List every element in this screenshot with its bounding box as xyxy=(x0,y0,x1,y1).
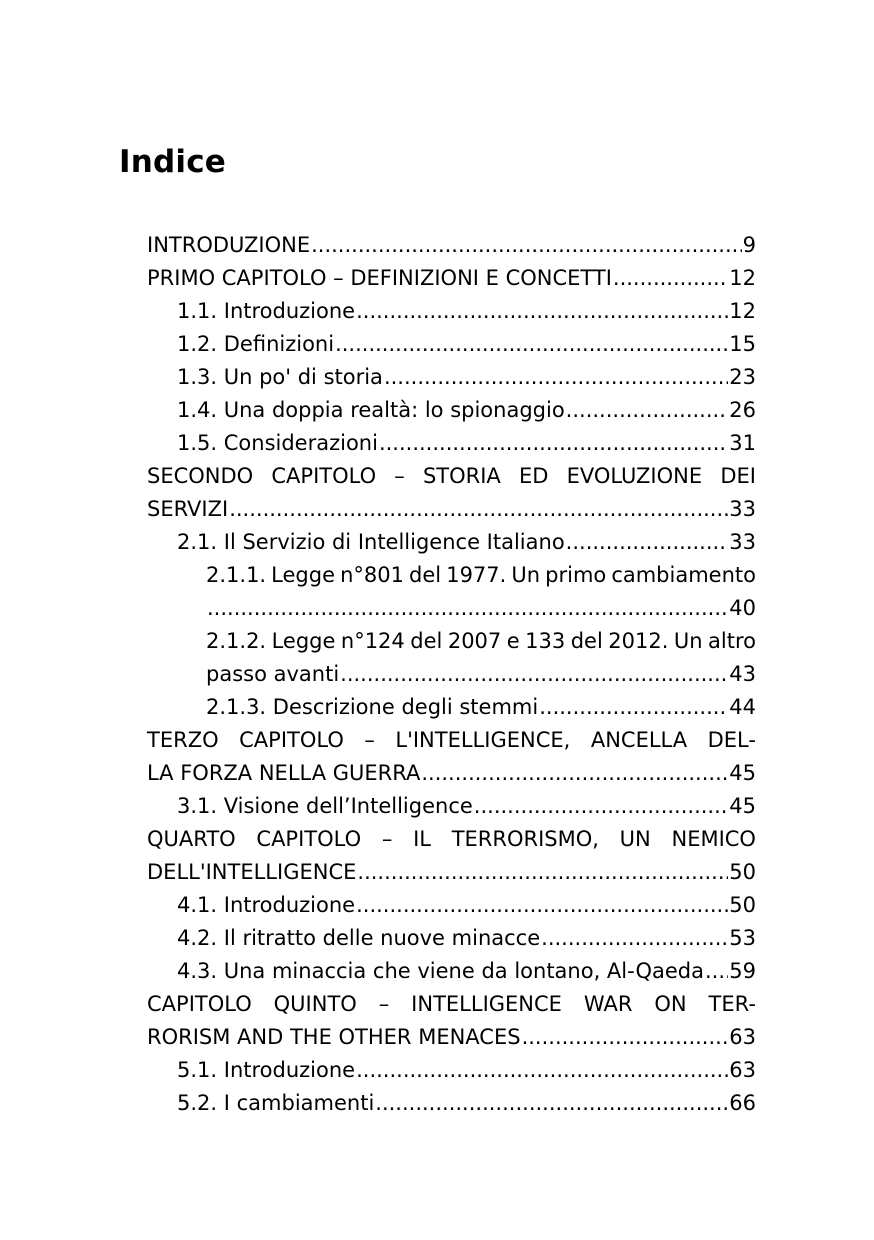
toc-page-number: 26 xyxy=(729,398,756,422)
toc-entry-label-line1 xyxy=(147,988,756,1021)
dot-leader xyxy=(207,592,728,625)
word: del xyxy=(409,563,442,587)
word: – xyxy=(378,992,390,1016)
toc-entry-label-line2: RORISM AND THE OTHER MENACES xyxy=(147,1025,521,1049)
word: – xyxy=(394,464,405,488)
word: TER- xyxy=(708,992,756,1016)
toc-entry-introduzione[interactable] xyxy=(147,229,756,262)
word: TERZO xyxy=(147,728,219,752)
word: WAR xyxy=(583,992,633,1016)
word: – xyxy=(364,728,375,752)
word: QUARTO xyxy=(147,827,236,851)
toc-entry-label: 1.4. Una doppia realtà: lo spionaggio xyxy=(177,398,565,422)
word: del xyxy=(410,629,443,653)
toc-entry-5-2[interactable] xyxy=(177,1087,756,1120)
word: UN xyxy=(619,827,651,851)
dot-leader xyxy=(357,856,728,889)
toc-page-number: 66 xyxy=(729,1091,756,1115)
toc-entry-label: 4.1. Introduzione xyxy=(177,893,356,917)
dot-leader xyxy=(311,229,742,262)
toc-page-number: 63 xyxy=(729,1025,756,1049)
word: QUINTO xyxy=(273,992,357,1016)
toc-entry-label: 5.1. Introduzione xyxy=(177,1058,356,1082)
word: CAPITOLO xyxy=(271,464,377,488)
toc-page-number: 50 xyxy=(729,893,756,917)
dot-leader xyxy=(356,889,728,922)
dot-leader xyxy=(229,493,728,526)
dot-leader xyxy=(541,922,728,955)
word: ED xyxy=(518,464,549,488)
toc-entry-5-1[interactable] xyxy=(177,1054,756,1087)
word: CAPITOLO xyxy=(256,827,362,851)
word: 2.1.1. xyxy=(206,563,267,587)
word: SECONDO xyxy=(147,464,254,488)
dot-leader xyxy=(384,361,728,394)
toc-entry-label-line2: SERVIZI xyxy=(147,497,229,521)
toc-page-number: 59 xyxy=(729,959,756,983)
dot-leader xyxy=(375,1087,728,1120)
toc-page-number: 12 xyxy=(729,266,756,290)
word: EVOLUZIONE xyxy=(566,464,703,488)
word: NEMICO xyxy=(671,827,756,851)
dot-leader xyxy=(705,955,728,988)
dot-leader xyxy=(539,691,728,724)
word: Legge xyxy=(271,563,336,587)
toc-page-number: 23 xyxy=(729,365,756,389)
toc-entry-label: 2.1.3. Descrizione degli stemmi xyxy=(206,695,539,719)
toc-entry-label-line2: passo avanti xyxy=(206,662,340,686)
word: 2.1.2. xyxy=(206,629,267,653)
dot-leader xyxy=(421,757,728,790)
toc-entry-label-line2: LA FORZA NELLA GUERRA xyxy=(147,761,421,785)
word: ANCELLA xyxy=(590,728,688,752)
toc-entry-label-line1 xyxy=(206,559,756,592)
toc-entry-1-5[interactable] xyxy=(177,427,756,460)
toc-entry-4-3[interactable] xyxy=(177,955,756,988)
toc-page-number: 33 xyxy=(729,530,756,554)
word: Un xyxy=(511,563,541,587)
toc-entry-label: 1.5. Considerazioni xyxy=(177,431,378,455)
word: STORIA xyxy=(422,464,501,488)
toc-entry-label: 1.3. Un po' di storia xyxy=(177,365,383,389)
page-title: Indice xyxy=(119,144,227,180)
toc-page-number: 9 xyxy=(742,233,756,257)
word: Un xyxy=(673,629,703,653)
toc-entry-chapter-5[interactable] xyxy=(147,988,756,1054)
toc-page-number: 12 xyxy=(729,299,756,323)
word: n°801 xyxy=(340,563,404,587)
toc-page-number: 63 xyxy=(729,1058,756,1082)
toc-page-number: 50 xyxy=(729,860,756,884)
toc-page-number: 40 xyxy=(729,596,756,620)
toc-page-number: 15 xyxy=(729,332,756,356)
dot-leader xyxy=(474,790,728,823)
toc-entry-chapter-1[interactable] xyxy=(147,262,756,295)
dot-leader xyxy=(566,394,729,427)
word: IL xyxy=(413,827,431,851)
toc-entry-label: INTRODUZIONE xyxy=(147,233,311,257)
dot-leader xyxy=(522,1021,729,1054)
word: 133 xyxy=(525,629,566,653)
word: ON xyxy=(654,992,687,1016)
dot-leader xyxy=(566,526,729,559)
toc-entry-chapter-4[interactable] xyxy=(147,823,756,889)
dot-leader xyxy=(340,658,728,691)
dot-leader xyxy=(613,262,728,295)
word: cambiamento xyxy=(611,563,756,587)
word: INTELLIGENCE xyxy=(411,992,562,1016)
toc-entry-4-1[interactable] xyxy=(177,889,756,922)
toc-page-number: 43 xyxy=(729,662,756,686)
toc-entry-2-1-1[interactable] xyxy=(206,559,756,625)
toc-entry-label-line1 xyxy=(147,724,756,757)
toc-page-number: 53 xyxy=(729,926,756,950)
word: TERRORISMO, xyxy=(451,827,599,851)
toc-entry-chapter-3[interactable] xyxy=(147,724,756,790)
word: altro xyxy=(708,629,756,653)
toc-entry-label: 1.2. Definizioni xyxy=(177,332,335,356)
toc-page-number: 44 xyxy=(729,695,756,719)
table-of-contents xyxy=(147,229,756,1120)
word: primo xyxy=(545,563,607,587)
toc-entry-label-line1 xyxy=(206,625,756,658)
word: DEI xyxy=(720,464,756,488)
word: Legge xyxy=(271,629,336,653)
toc-entry-1-1[interactable] xyxy=(177,295,756,328)
word: CAPITOLO xyxy=(239,728,344,752)
dot-leader xyxy=(379,427,728,460)
toc-entry-1-3[interactable] xyxy=(177,361,756,394)
toc-entry-label: 4.3. Una minaccia che viene da lontano, Al-Qaeda xyxy=(177,959,704,983)
toc-entry-label: 3.1. Visione dell’Intelligence xyxy=(177,794,473,818)
dot-leader xyxy=(335,328,728,361)
toc-entry-1-4[interactable] xyxy=(177,394,756,427)
toc-entry-label: PRIMO CAPITOLO – DEFINIZIONI E CONCETTI xyxy=(147,266,612,290)
toc-entry-3-1[interactable] xyxy=(177,790,756,823)
toc-entry-label: 1.1. Introduzione xyxy=(177,299,356,323)
toc-entry-label: 5.2. I cambiamenti xyxy=(177,1091,375,1115)
toc-entry-2-1[interactable] xyxy=(177,526,756,559)
word: 1977. xyxy=(446,563,507,587)
word: L'INTELLIGENCE, xyxy=(395,728,571,752)
word: CAPITOLO xyxy=(147,992,252,1016)
toc-entry-label: 2.1. Il Servizio di Intelligence Italiano xyxy=(177,530,565,554)
word: – xyxy=(381,827,393,851)
word: 2007 xyxy=(447,629,502,653)
toc-entry-2-1-2[interactable] xyxy=(206,625,756,691)
toc-entry-label-line1 xyxy=(147,823,756,856)
toc-entry-label: 4.2. Il ritratto delle nuove minacce xyxy=(177,926,541,950)
toc-entry-1-2[interactable] xyxy=(177,328,756,361)
word: 2012. xyxy=(608,629,669,653)
word: DEL- xyxy=(707,728,756,752)
toc-entry-4-2[interactable] xyxy=(177,922,756,955)
toc-entry-label-line1 xyxy=(147,460,756,493)
toc-page-number: 45 xyxy=(729,794,756,818)
toc-page-number: 31 xyxy=(729,431,756,455)
toc-page-number: 45 xyxy=(729,761,756,785)
dot-leader xyxy=(356,295,728,328)
toc-entry-label-line2: DELL'INTELLIGENCE xyxy=(147,860,357,884)
toc-page-number: 33 xyxy=(729,497,756,521)
dot-leader xyxy=(356,1054,728,1087)
toc-entry-2-1-3[interactable] xyxy=(206,691,756,724)
word: e xyxy=(506,629,520,653)
toc-entry-chapter-2[interactable] xyxy=(147,460,756,526)
word: del xyxy=(570,629,603,653)
word: n°124 xyxy=(340,629,405,653)
